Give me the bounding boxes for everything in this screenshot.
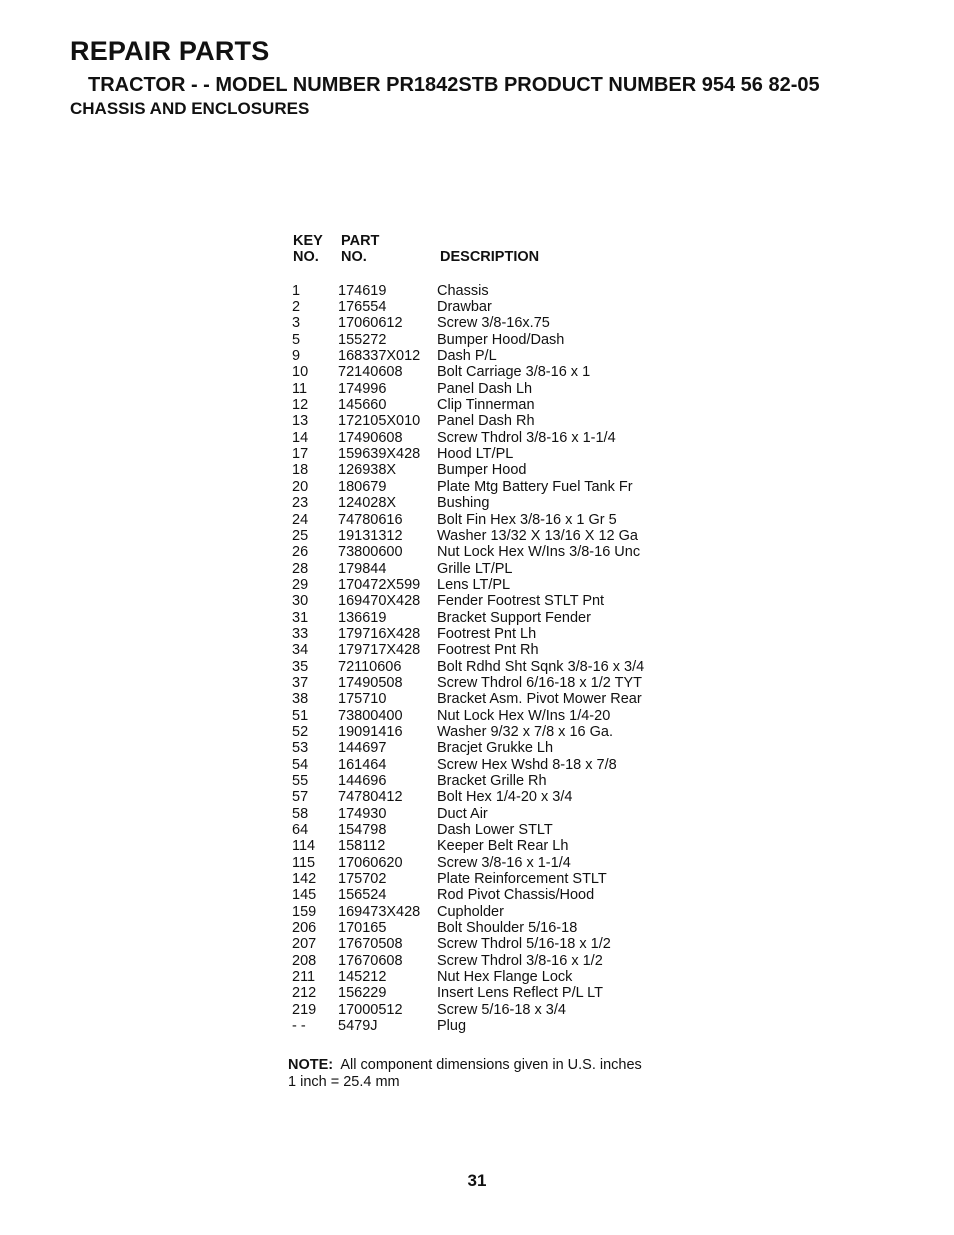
description: Panel Dash Lh bbox=[437, 380, 533, 397]
description: Dash Lower STLT bbox=[437, 822, 553, 839]
key-no: 23 bbox=[292, 495, 309, 512]
part-no: 174996 bbox=[338, 380, 387, 397]
table-row bbox=[288, 675, 644, 691]
part-no: 5479J bbox=[338, 1018, 378, 1035]
table-row bbox=[288, 528, 644, 544]
table-row bbox=[288, 610, 644, 626]
part-no: 179844 bbox=[338, 560, 387, 577]
key-header-line1: KEY bbox=[293, 233, 323, 249]
key-no: 64 bbox=[292, 822, 309, 839]
description: Screw Thdrol 6/16-18 x 1/2 TYT bbox=[437, 674, 642, 691]
table-row bbox=[288, 985, 644, 1001]
key-no: 24 bbox=[292, 511, 309, 528]
part-no: 126938X bbox=[338, 462, 397, 479]
key-no: 12 bbox=[292, 397, 309, 414]
description: Screw Hex Wshd 8-18 x 7/8 bbox=[437, 756, 617, 773]
key-no: 30 bbox=[292, 593, 309, 610]
description: Plate Reinforcement STLT bbox=[437, 871, 607, 888]
part-no: 17670608 bbox=[338, 952, 403, 969]
note-text: All component dimensions given in U.S. inches bbox=[340, 1057, 642, 1073]
key-no: 25 bbox=[292, 527, 309, 544]
part-no: 73800600 bbox=[338, 544, 403, 561]
part-no: 17060620 bbox=[338, 854, 403, 871]
table-row bbox=[288, 920, 644, 936]
description: Cupholder bbox=[437, 903, 504, 920]
part-no: 19091416 bbox=[338, 723, 403, 740]
key-no: 206 bbox=[292, 920, 317, 937]
part-no: 74780616 bbox=[338, 511, 403, 528]
part-no: 144697 bbox=[338, 740, 387, 757]
description: Bolt Fin Hex 3/8-16 x 1 Gr 5 bbox=[437, 511, 617, 528]
key-no: 145 bbox=[292, 887, 317, 904]
table-row bbox=[288, 332, 644, 348]
description: Bracjet Grukke Lh bbox=[437, 740, 554, 757]
table-header-row-1 bbox=[288, 233, 644, 249]
key-no: 51 bbox=[292, 707, 309, 724]
key-no: 159 bbox=[292, 903, 317, 920]
table-row bbox=[288, 904, 644, 920]
description: Bracket Grille Rh bbox=[437, 773, 547, 789]
key-no: 10 bbox=[292, 364, 309, 381]
table-row bbox=[288, 348, 644, 364]
description: Insert Lens Reflect P/L LT bbox=[437, 985, 604, 1002]
table-row bbox=[288, 397, 644, 413]
key-no: 52 bbox=[292, 723, 309, 740]
key-no: 5 bbox=[292, 331, 301, 348]
description: Bracket Asm. Pivot Mower Rear bbox=[437, 691, 642, 708]
part-no: 136619 bbox=[338, 609, 387, 626]
part-no: 176554 bbox=[338, 299, 387, 316]
part-no: 156229 bbox=[338, 985, 387, 1002]
key-no: 115 bbox=[292, 854, 316, 871]
table-row bbox=[288, 626, 644, 642]
key-no: 38 bbox=[292, 691, 309, 708]
table-row bbox=[288, 1018, 644, 1034]
note-line1 bbox=[288, 1057, 642, 1074]
table-row bbox=[288, 495, 644, 511]
key-no: 17 bbox=[292, 446, 309, 463]
part-no: 180679 bbox=[338, 478, 387, 495]
table-row bbox=[288, 462, 644, 478]
table-row bbox=[288, 838, 644, 854]
key-no: 29 bbox=[292, 576, 309, 593]
part-no: 175710 bbox=[338, 691, 387, 708]
key-no: - - bbox=[292, 1018, 306, 1035]
table-row bbox=[288, 871, 644, 887]
table-row bbox=[288, 773, 644, 789]
key-no: 57 bbox=[292, 789, 309, 806]
table-row bbox=[288, 806, 644, 822]
description: Washer 9/32 x 7/8 x 16 Ga. bbox=[437, 723, 613, 740]
part-no: 144696 bbox=[338, 773, 387, 789]
part-no: 172105X010 bbox=[338, 413, 421, 430]
key-no: 20 bbox=[292, 478, 309, 495]
model-subtitle: TRACTOR - - MODEL NUMBER PR1842STB PRODUCT NUMBER 954 56 82-05 bbox=[88, 74, 820, 96]
table-row bbox=[288, 446, 644, 462]
header-spacer bbox=[288, 266, 644, 283]
table-row bbox=[288, 577, 644, 593]
description: Keeper Belt Rear Lh bbox=[437, 838, 569, 855]
table-row bbox=[288, 544, 644, 560]
table-row bbox=[288, 381, 644, 397]
description: Nut Lock Hex W/Ins 3/8-16 Unc bbox=[437, 544, 641, 561]
description: Screw 3/8-16x.75 bbox=[437, 315, 550, 332]
table-row bbox=[288, 822, 644, 838]
key-no: 53 bbox=[292, 740, 309, 757]
description: Chassis bbox=[437, 282, 489, 299]
description: Screw Thdrol 3/8-16 x 1-1/4 bbox=[437, 429, 616, 446]
part-no: 72110606 bbox=[338, 658, 402, 675]
description: Bumper Hood bbox=[437, 462, 527, 479]
part-no: 170165 bbox=[338, 920, 387, 937]
table-body bbox=[288, 283, 644, 1035]
description: Footrest Pnt Rh bbox=[437, 642, 539, 659]
description: Bracket Support Fender bbox=[437, 609, 591, 626]
description: Rod Pivot Chassis/Hood bbox=[437, 887, 595, 904]
table-row bbox=[288, 561, 644, 577]
table-row bbox=[288, 315, 644, 331]
part-no: 17000512 bbox=[338, 1001, 403, 1018]
parts-table bbox=[288, 233, 644, 1035]
description: Screw 5/16-18 x 3/4 bbox=[437, 1001, 566, 1018]
key-no: 34 bbox=[292, 642, 309, 659]
key-no: 3 bbox=[292, 315, 301, 332]
table-row bbox=[288, 969, 644, 985]
table-row bbox=[288, 659, 644, 675]
part-no: 169473X428 bbox=[338, 903, 421, 920]
part-no: 179717X428 bbox=[338, 642, 421, 659]
part-no: 159639X428 bbox=[338, 446, 421, 463]
key-no: 33 bbox=[292, 625, 309, 642]
key-header-line2: NO. bbox=[293, 249, 319, 266]
table-header-row-2 bbox=[288, 249, 644, 265]
part-no: 175702 bbox=[338, 871, 387, 888]
part-no: 124028X bbox=[338, 495, 397, 512]
key-no: 211 bbox=[292, 969, 316, 986]
section-heading: CHASSIS AND ENCLOSURES bbox=[70, 99, 310, 118]
key-no: 208 bbox=[292, 952, 317, 969]
part-no: 17060612 bbox=[338, 315, 403, 332]
table-row bbox=[288, 479, 644, 495]
key-no: 28 bbox=[292, 560, 309, 577]
part-no: 174930 bbox=[338, 805, 387, 822]
key-no: 35 bbox=[292, 658, 309, 675]
table-row bbox=[288, 757, 644, 773]
part-no: 17670508 bbox=[338, 936, 403, 953]
description: Bolt Rdhd Sht Sqnk 3/8-16 x 3/4 bbox=[437, 658, 645, 675]
table-row bbox=[288, 642, 644, 658]
table-row bbox=[288, 299, 644, 315]
part-no: 170472X599 bbox=[338, 576, 421, 593]
key-no: 37 bbox=[292, 674, 309, 691]
part-no: 17490508 bbox=[338, 674, 403, 691]
table-row bbox=[288, 724, 644, 740]
part-no: 155272 bbox=[338, 331, 387, 348]
key-no: 114 bbox=[292, 838, 316, 855]
note-block bbox=[288, 1057, 642, 1090]
table-row bbox=[288, 855, 644, 871]
table-row bbox=[288, 364, 644, 380]
description: Screw Thdrol 5/16-18 x 1/2 bbox=[437, 936, 611, 953]
part-no: 158112 bbox=[338, 838, 386, 855]
key-no: 58 bbox=[292, 805, 309, 822]
key-no: 31 bbox=[292, 609, 309, 626]
part-no: 19131312 bbox=[338, 527, 403, 544]
key-no: 207 bbox=[292, 936, 317, 953]
table-row bbox=[288, 708, 644, 724]
key-no: 55 bbox=[292, 773, 309, 789]
description: Screw 3/8-16 x 1-1/4 bbox=[437, 854, 571, 871]
page-number: 31 bbox=[467, 1171, 487, 1190]
table-row bbox=[288, 887, 644, 903]
table-row bbox=[288, 1002, 644, 1018]
table-row bbox=[288, 789, 644, 805]
description: Plug bbox=[437, 1018, 467, 1035]
description: Clip Tinnerman bbox=[437, 397, 535, 414]
table-row bbox=[288, 512, 644, 528]
table-row bbox=[288, 691, 644, 707]
table-row bbox=[288, 430, 644, 446]
part-no: 73800400 bbox=[338, 707, 403, 724]
description: Bushing bbox=[437, 495, 490, 512]
key-no: 212 bbox=[292, 985, 317, 1002]
table-row bbox=[288, 936, 644, 952]
description: Footrest Pnt Lh bbox=[437, 625, 537, 642]
description: Duct Air bbox=[437, 805, 488, 822]
part-no: 168337X012 bbox=[338, 348, 421, 365]
key-no: 14 bbox=[292, 429, 309, 446]
description: Nut Hex Flange Lock bbox=[437, 969, 573, 986]
key-no: 219 bbox=[292, 1001, 317, 1018]
part-no: 156524 bbox=[338, 887, 387, 904]
description: Hood LT/PL bbox=[437, 446, 514, 463]
description: Lens LT/PL bbox=[437, 576, 511, 593]
description: Fender Footrest STLT Pnt bbox=[437, 593, 605, 610]
key-no: 54 bbox=[292, 756, 309, 773]
part-no: 17490608 bbox=[338, 429, 403, 446]
page-title: REPAIR PARTS bbox=[70, 36, 270, 66]
description: Screw Thdrol 3/8-16 x 1/2 bbox=[437, 952, 603, 969]
part-no: 145660 bbox=[338, 397, 387, 414]
description: Washer 13/32 X 13/16 X 12 Ga bbox=[437, 527, 638, 544]
table-row bbox=[288, 283, 644, 299]
part-header-line1: PART bbox=[341, 233, 380, 249]
description: Nut Lock Hex W/Ins 1/4-20 bbox=[437, 707, 611, 724]
part-no: 74780412 bbox=[338, 789, 403, 806]
description-header: DESCRIPTION bbox=[440, 249, 540, 266]
part-no: 154798 bbox=[338, 822, 387, 839]
part-no: 145212 bbox=[338, 969, 387, 986]
part-no: 72140608 bbox=[338, 364, 403, 381]
note-line2: 1 inch = 25.4 mm bbox=[288, 1073, 400, 1090]
description: Grille LT/PL bbox=[437, 560, 513, 577]
key-no: 142 bbox=[292, 871, 317, 888]
description: Bumper Hood/Dash bbox=[437, 331, 565, 348]
part-no: 161464 bbox=[338, 756, 387, 773]
description: Bolt Shoulder 5/16-18 bbox=[437, 920, 578, 937]
part-no: 174619 bbox=[338, 282, 387, 299]
table-row bbox=[288, 740, 644, 756]
part-no: 169470X428 bbox=[338, 593, 421, 610]
table-row bbox=[288, 593, 644, 609]
table-row bbox=[288, 413, 644, 429]
key-no: 2 bbox=[292, 299, 301, 316]
part-no: 179716X428 bbox=[338, 625, 421, 642]
key-no: 11 bbox=[292, 380, 308, 397]
description: Plate Mtg Battery Fuel Tank Fr bbox=[437, 478, 633, 495]
key-no: 1 bbox=[292, 282, 301, 299]
description: Bolt Carriage 3/8-16 x 1 bbox=[437, 364, 591, 381]
key-no: 13 bbox=[292, 413, 309, 430]
key-no: 9 bbox=[292, 348, 301, 365]
description: Drawbar bbox=[437, 299, 492, 316]
key-no: 18 bbox=[292, 462, 309, 479]
note-label: NOTE: bbox=[288, 1057, 334, 1073]
part-header-line2: NO. bbox=[341, 249, 367, 266]
description: Panel Dash Rh bbox=[437, 413, 535, 430]
key-no: 26 bbox=[292, 544, 309, 561]
table-row bbox=[288, 953, 644, 969]
description: Dash P/L bbox=[437, 348, 497, 365]
description: Bolt Hex 1/4-20 x 3/4 bbox=[437, 789, 573, 806]
